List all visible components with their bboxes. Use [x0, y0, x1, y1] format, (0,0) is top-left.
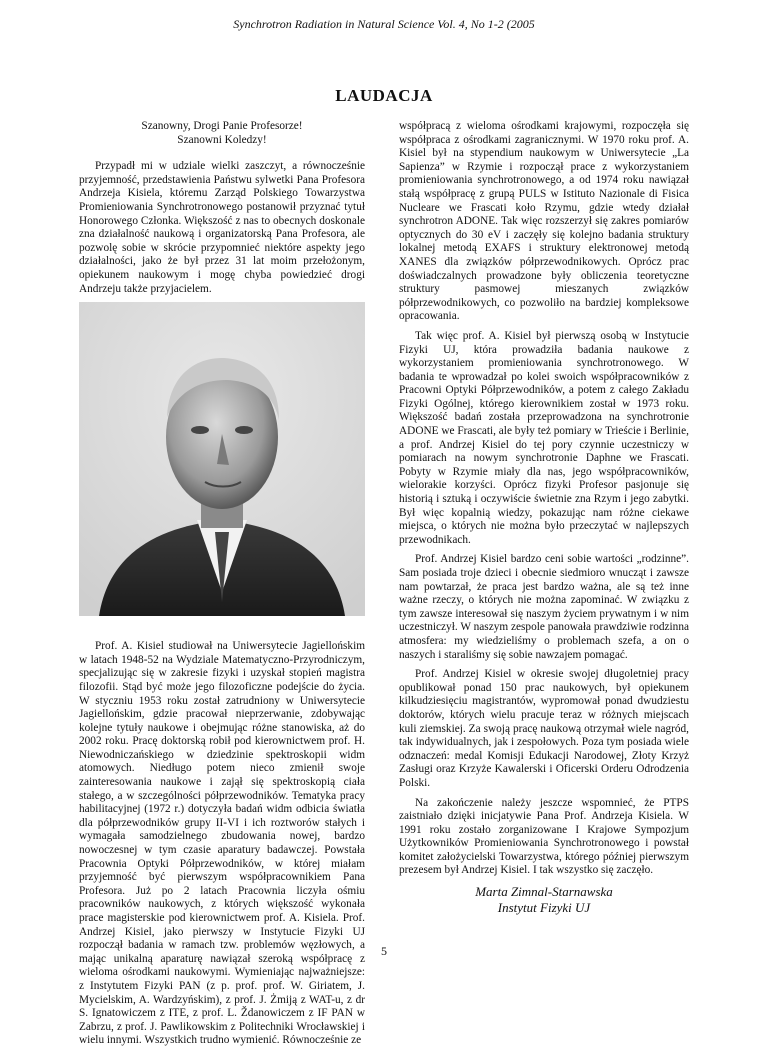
journal-header: Synchrotron Radiation in Natural Science Vol. 4, No 1-2 (2005	[233, 17, 535, 31]
greeting-line-1: Szanowny, Drogi Panie Profesorze!	[141, 120, 303, 132]
article-title: LAUDACJA	[335, 86, 433, 105]
greeting	[79, 120, 365, 147]
paragraph: Przypadł mi w udziale wielki zaszczyt, a równocześnie przyjemność, przedstawienia Państwu sylwetki Pana Profesora Andrzeja Kisiela, któremu Zarząd Polskiego Towarzystwa Promieniowania Synchrotronowego postanowił przyznać tytuł Honorowego Członka. Większość z nas to obecnych doskonale zna działalność naukową i organizatorską Pana Profesora, ale pozwolę sobie w skrócie przypomnieć niektóre aspekty jego działalności, jako że był przez 31 lat moim przełożonym, opiekunem naukowym i mogę chyba powiedzieć drogi Andrzeju także przyjacielem.	[79, 160, 365, 295]
author-institution: Instytut Fizyki UJ	[497, 900, 591, 916]
author-name: Marta Zimnal-Starnawska	[475, 884, 613, 900]
author-signature	[399, 884, 689, 916]
paragraph: Na zakończenie należy jeszcze wspomnieć, że PTPS zaistniało dzięki inicjatywie Pana Prof. Andrzeja Kisiela. W 1991 roku zostało zorganizowane I Krajowe Sympozjum Użytkowników Promieniowania Synchrotronowego i powstał komitet założycielski Towarzystwa, którego później pierwszym prezesem był Andrzej Kisiel. I tak wszystko się zaczęło.	[399, 796, 689, 877]
paragraph: Prof. Andrzej Kisiel w okresie swojej długoletniej pracy opublikował ponad 150 prac naukowych, był opiekunem kilkudziesięciu magistrantów, wypromował ponad dwudziestu doktorów, których wielu pracuje teraz w różnych miejscach kuli ziemskiej. Za swoją pracę naukową otrzymał wiele nagród, tak indywidualnych, jak i zespołowych. Poza tym posiada wiele odznaczeń: medal Komisji Edukacji Narodowej, Złoty Krzyż Zasługi oraz Krzyże Kawalerski i Oficerski Orderu Odrodzenia Polski.	[399, 668, 689, 789]
paragraph: Tak więc prof. A. Kisiel był pierwszą osobą w Instytucie Fizyki UJ, która prowadziła badania naukowe z wykorzystaniem promieniowania synchrotronowego. W badania te wprowadzał po kolei swoich współpracowników z Pracowni Optyki Półprzewodników, a potem z całego Zakładu Fizyki Ogólnej, którego kierownikiem został w 1973 roku. Większość badań została przeprowadzona na synchrotronie ADONE we Frascati, ale były też pomiary w Trieście i Berlinie, a prof. Andrzej Kisiel do tej pory czynnie uczestniczy w pomiarach na nowym synchrotronie Daphne we Frascati. Pobyty w Rzymie miały dla nas, jego współpracowników, wielorakie korzyści. Oprócz fizyki Profesor pasjonuje się historią i sztuką i oczywiście świetnie zna Rzym i jego zabytki. Był więc kopalnią wiedzy, pokazując nam różne ciekawe miejsca, o których nie można było przeczytać w najlepszych przewodnikach.	[399, 329, 689, 546]
portrait-photo	[79, 302, 365, 616]
paragraph: współpracą z wieloma ośrodkami krajowymi, rozpoczęła się współpraca z ośrodkami zagranicznymi. W 1970 roku prof. A. Kisiel był na stypendium naukowym w Uniwersytecie „La Sapienza” w Rzymie i rozpoczął prace z wykorzystaniem promieniowania synchrotronowego, a od 1974 roku nawiązał stałą współpracę z grupą PULS w Istituto Nazionale di Fisica Nucleare we Frascati koło Rzymu, gdzie wtedy działał synchrotron ADONE. Tak więc rozszerzył się zakres pomiarów optycznych do 30 eV i zaczęły się kolejno badania struktury lokalnej metodą EXAFS i struktury elektronowej metodą XANES dla związków półprzewodnikowych. Oprócz prac doświadczalnych prowadzone były obliczenia teoretyczne struktury pasmowej mieszanych związków półprzewodnikowych, co pozwoliło na bardziej kompleksowe opracowania.	[399, 120, 689, 323]
greeting-line-2: Szanowni Koledzy!	[177, 133, 267, 146]
left-column	[79, 120, 365, 1054]
portrait-photo-graphic	[79, 302, 365, 616]
paragraph: Prof. Andrzej Kisiel bardzo ceni sobie wartości „rodzinne”. Sam posiada troje dzieci i obecnie siedmioro wnucząt i zawsze nam powtarzał, że praca jest bardzo ważna, ale są też inne ważne rzeczy, o których nie można zapominać. W związku z tym zawsze interesował się naszym życiem prywatnym i w nim uczestniczył. W naszym zespole panowała prawdziwie rodzinna atmosfera: my wiedzieliśmy o problemach szefa, a on o naszych i staraliśmy się sobie nawzajem pomagać.	[399, 553, 689, 661]
page-number: 5	[381, 944, 387, 958]
right-column	[399, 120, 689, 916]
paragraph: Prof. A. Kisiel studiował na Uniwersytecie Jagiellońskim w latach 1948-52 na Wydziale Matematyczno-Przyrodniczym, specjalizując się w zakresie fizyki i uzyskał stopień magistra filozofii. Stąd być może jego filozoficzne podejście do życia. W styczniu 1953 roku został zatrudniony w Uniwersytecie Jagiellońskim, gdzie pracował nieprzerwanie, zdobywając kolejne tytuły naukowe i obejmując różne stanowiska, aż do 2002 roku. Pracę doktorską robił pod kierownictwem prof. H. Niewodniczańskiego w dziedzinie spektroskopii widm atomowych. Niedługo potem nieco zmienił swoje zainteresowania naukowe i zajął się spektroskopią ciała stałego, a w szczególności półprzewodników. Tematyka pracy habilitacyjnej (1972 r.) dotyczyła badań widm odbicia światła dla półprzewodników grupy II-VI i ich roztworów stałych i wymagała samodzielnego zbudowania nowej, bardzo nowoczesnej w tym czasie aparatury badawczej. Powstała Pracownia Optyki Półprzewodników, w której miałam przyjemność być pierwszym współpracownikiem Pana Profesora. Już po 2 latach Pracownia liczyła ośmiu pracowników naukowych, z których większość wykonała prace magisterskie pod kierownictwem prof. A. Kisiela. Prof. Andrzej Kisiel, jako pierwszy w Instytucie Fizyki UJ rozpoczął badania w ramach tzw. problemów węzłowych, a mając unikalną aparaturę nawiązał szeroką współpracę z wieloma ośrodkami naukowymi. Wymieniając najważniejsze: z Instytutem Fizyki PAN (z p. prof. prof. W. Giriatem, J. Mycielskim, A. Wardzyńskim), z prof. J. Żmiją z WAT-u, z dr S. Ignatowiczem z ITE, z prof. L. Ždanowiczem z IF PAN w Zabrzu, z prof. J. Pawlikowskim z Politechniki Wrocławskiej i wielu innymi. Wszystkich trudno wymienić. Równocześnie ze	[79, 640, 365, 1047]
